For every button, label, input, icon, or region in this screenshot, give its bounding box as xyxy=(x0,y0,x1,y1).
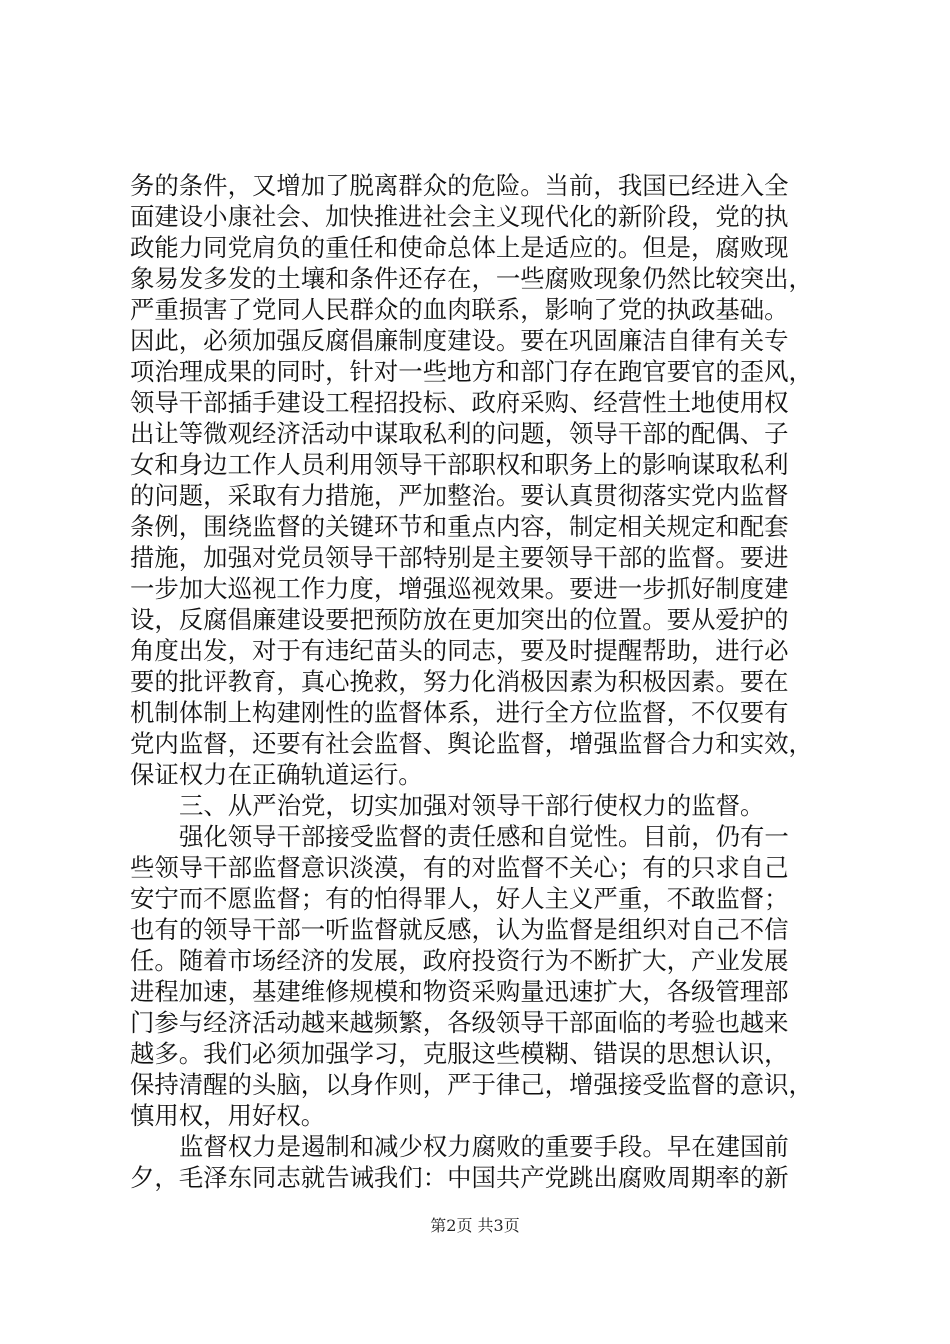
text-line: 一步加大巡视工作力度，增强巡视效果。要进一步抓好制度建 xyxy=(130,574,789,603)
text-line: 女和身边工作人员利用领导干部职权和职务上的影响谋取私利 xyxy=(130,450,789,479)
text-line: 务的条件，又增加了脱离群众的危险。当前，我国已经进入全 xyxy=(130,171,789,200)
text-line: 些领导干部监督意识淡漠，有的对监督不关心；有的只求自己 xyxy=(130,853,789,882)
paragraph-first-line: 监督权力是遏制和减少权力腐败的重要手段。早在建国前 xyxy=(179,1132,789,1161)
text-line: 出让等微观经济活动中谋取私利的问题，领导干部的配偶、子 xyxy=(130,419,789,448)
text-line: 夕，毛泽东同志就告诫我们：中国共产党跳出腐败周期率的新 xyxy=(130,1163,789,1192)
text-line: 保持清醒的头脑，以身作则，严于律己，增强接受监督的意识， xyxy=(130,1070,813,1099)
paragraph-first-line: 强化领导干部接受监督的责任感和自觉性。目前，仍有一 xyxy=(179,822,789,851)
text-line: 要的批评教育，真心挽救，努力化消极因素为积极因素。要在 xyxy=(130,667,789,696)
text-line: 设，反腐倡廉建设要把预防放在更加突出的位置。要从爱护的 xyxy=(130,605,789,634)
text-line: 越多。我们必须加强学习，克服这些模糊、错误的思想认识， xyxy=(130,1039,789,1068)
text-line: 项治理成果的同时，针对一些地方和部门存在跑官要官的歪风， xyxy=(130,357,813,386)
text-line: 门参与经济活动越来越频繁，各级领导干部面临的考验也越来 xyxy=(130,1008,789,1037)
document-body xyxy=(130,170,830,1193)
text-line: 任。随着市场经济的发展，政府投资行为不断扩大，产业发展 xyxy=(130,946,789,975)
text-line: 象易发多发的土壤和条件还存在，一些腐败现象仍然比较突出， xyxy=(130,264,813,293)
text-line: 也有的领导干部一听监督就反感，认为监督是组织对自己不信 xyxy=(130,915,789,944)
text-line: 慎用权，用好权。 xyxy=(130,1101,326,1130)
section-heading: 三、从严治党，切实加强对领导干部行使权力的监督。 xyxy=(179,791,765,820)
text-line: 保证权力在正确轨道运行。 xyxy=(130,760,423,789)
text-line: 进程加速，基建维修规模和物资采购量迅速扩大，各级管理部 xyxy=(130,977,789,1006)
text-line: 安宁而不愿监督；有的怕得罪人，好人主义严重，不敢监督； xyxy=(130,884,789,913)
text-line: 政能力同党肩负的重任和使命总体上是适应的。但是，腐败现 xyxy=(130,233,789,262)
text-line: 党内监督，还要有社会监督、舆论监督，增强监督合力和实效， xyxy=(130,729,813,758)
text-line: 机制体制上构建刚性的监督体系，进行全方位监督，不仅要有 xyxy=(130,698,789,727)
text-line: 措施，加强对党员领导干部特别是主要领导干部的监督。要进 xyxy=(130,543,789,572)
text-line: 的问题，采取有力措施，严加整治。要认真贯彻落实党内监督 xyxy=(130,481,789,510)
text-line: 领导干部插手建设工程招投标、政府采购、经营性土地使用权 xyxy=(130,388,789,417)
text-line: 角度出发，对于有违纪苗头的同志，要及时提醒帮助，进行必 xyxy=(130,636,789,665)
text-line: 面建设小康社会、加快推进社会主义现代化的新阶段，党的执 xyxy=(130,202,789,231)
text-line: 因此，必须加强反腐倡廉制度建设。要在巩固廉洁自律有关专 xyxy=(130,326,789,355)
page-number-footer: 第2页 共3页 xyxy=(430,1216,520,1235)
text-line: 严重损害了党同人民群众的血肉联系，影响了党的执政基础。 xyxy=(130,295,789,324)
text-line: 条例，围绕监督的关键环节和重点内容，制定相关规定和配套 xyxy=(130,512,789,541)
